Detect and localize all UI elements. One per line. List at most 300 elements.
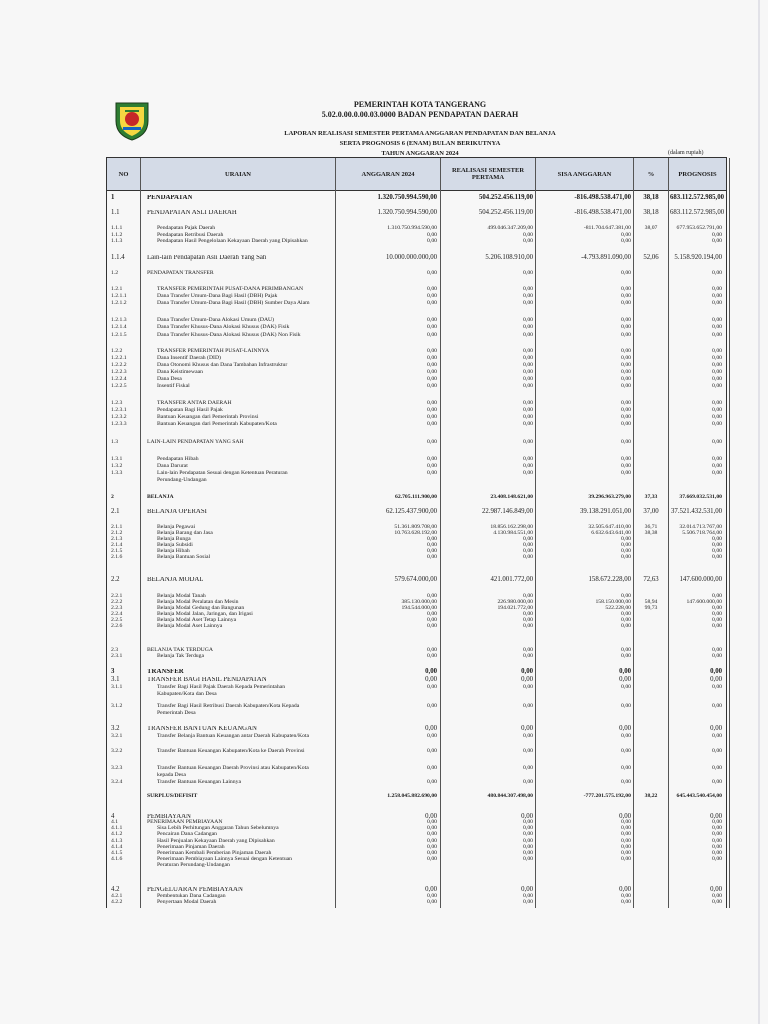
row-description: Dana Transfer Khusus-Dana Alokasi Khusus (DAK) Non Fisik: [157, 332, 301, 338]
row-description: LAIN-LAIN PENDAPATAN YANG SAH: [147, 439, 244, 445]
row-sisa: 0,00: [621, 317, 631, 323]
row-sisa: 39.138.291.051,00: [580, 508, 631, 515]
row-realisasi: 0,00: [523, 383, 533, 389]
header-persen: %: [647, 170, 655, 178]
row-description: BELANJA: [147, 494, 174, 500]
row-anggaran: 0,00: [427, 332, 437, 338]
row-realisasi: 0,00: [523, 414, 533, 420]
row-number: 2.2.2: [111, 599, 123, 605]
row-prognosis: 0,00: [712, 844, 722, 850]
row-sisa: -816.498.538.471,00: [574, 209, 631, 216]
row-realisasi: 0,00: [523, 856, 533, 862]
row-sisa: 0,00: [621, 617, 631, 623]
row-description: Penerimaan Pinjaman Daerah: [157, 844, 225, 850]
row-anggaran: 0,00: [427, 899, 437, 905]
row-number: 1.2.1.5: [111, 332, 127, 338]
row-sisa: 0,00: [621, 733, 631, 739]
row-realisasi: 0,00: [523, 324, 533, 330]
row-prognosis: 0,00: [710, 813, 722, 820]
row-description: Hasil Penjualan Kekayaan Daerah yang Dipisahkan: [157, 838, 275, 844]
row-description: Dana Transfer Umum-Dana Bagi Hasil (DBH) Sumber Daya Alam: [157, 300, 310, 306]
row-prognosis: 0,00: [712, 332, 722, 338]
row-description: Belanja Subsidi: [157, 542, 193, 548]
row-anggaran: 1.320.750.994.590,00: [377, 194, 437, 201]
row-anggaran: 0,00: [427, 470, 437, 476]
row-description: Belanja Modal Aset Lainnya: [157, 623, 223, 629]
row-anggaran: 0,00: [427, 456, 437, 462]
row-prognosis: 0,00: [712, 617, 722, 623]
row-realisasi: 0,00: [521, 725, 533, 732]
row-sisa: 0,00: [621, 369, 631, 375]
row-realisasi: 0,00: [523, 733, 533, 739]
row-anggaran: 0,00: [427, 838, 437, 844]
row-description: PENERIMAAN PEMBIAYAAN: [147, 819, 223, 825]
row-prognosis: 0,00: [712, 819, 722, 825]
row-anggaran: 0,00: [427, 270, 437, 276]
row-sisa: 0,00: [621, 653, 631, 659]
row-number: 2.2: [111, 576, 120, 583]
row-realisasi: 0,00: [523, 893, 533, 899]
row-description: PENDAPATAN: [147, 195, 193, 201]
row-anggaran: 0,00: [427, 856, 437, 862]
row-anggaran: 0,00: [427, 286, 437, 292]
row-description: Bantuan Keuangan dari Pemerintah Provinsi: [157, 414, 259, 420]
row-realisasi: 0,00: [523, 536, 533, 542]
row-description: Belanja Bunga: [157, 536, 191, 542]
row-sisa: 0,00: [621, 383, 631, 389]
row-prognosis: 32.014.713.767,00: [679, 524, 722, 530]
row-sisa: 6.632.643.641,00: [591, 530, 631, 536]
row-prognosis: 0,00: [712, 623, 722, 629]
report-title: LAPORAN REALISASI SEMESTER PERTAMA ANGGARAN PENDAPATAN DAN BELANJA: [284, 130, 556, 137]
row-anggaran: 10.000.000.000,00: [386, 254, 437, 261]
row-realisasi: 0,00: [523, 850, 533, 856]
row-description: BELANJA TAK TERDUGA: [147, 647, 214, 653]
row-anggaran: 0,00: [427, 647, 437, 653]
row-sisa: 39.296.963.279,00: [588, 494, 631, 500]
row-number: 2.1.5: [111, 548, 123, 554]
row-prognosis: 0,00: [712, 748, 722, 754]
row-realisasi: 0,00: [523, 617, 533, 623]
row-description: Penyertaan Modal Daerah: [157, 899, 217, 905]
row-anggaran: 0,00: [427, 623, 437, 629]
row-sisa: 0,00: [621, 407, 631, 413]
row-anggaran: 10.763.628.192,00: [394, 530, 437, 536]
report-subtitle: SERTA PROGNOSIS 6 (ENAM) BULAN BERIKUTNYA: [339, 140, 501, 147]
row-sisa: 0,00: [621, 899, 631, 905]
row-description: BELANJA OPERASI: [147, 509, 207, 515]
row-sisa: 0,00: [621, 421, 631, 427]
row-number: 1.3: [111, 439, 119, 445]
budget-table: [106, 157, 727, 908]
row-number: 1.1.4: [111, 254, 125, 261]
row-realisasi: 0,00: [523, 355, 533, 361]
row-number: 3.2.3: [111, 765, 123, 771]
row-prognosis: 0,00: [712, 270, 722, 276]
row-description: Kabupaten/Kota dan Desa: [157, 691, 217, 697]
row-prognosis: 5.158.920.194,00: [674, 254, 722, 261]
row-anggaran: 0,00: [427, 536, 437, 542]
row-prognosis: 0,00: [712, 605, 722, 611]
row-sisa: 158.150.000,00: [595, 599, 631, 605]
row-realisasi: 23.408.148.621,00: [490, 494, 533, 500]
row-sisa: 0,00: [621, 414, 631, 420]
row-number: 1: [111, 194, 115, 201]
row-persen: 99,73: [644, 605, 658, 611]
row-prognosis: 0,00: [712, 362, 722, 368]
row-sisa: 0,00: [621, 355, 631, 361]
row-realisasi: 0,00: [523, 238, 533, 244]
row-prognosis: 0,00: [712, 286, 722, 292]
row-persen: 72,63: [643, 576, 659, 583]
row-anggaran: 0,00: [427, 779, 437, 785]
row-realisasi: 0,00: [523, 765, 533, 771]
row-prognosis: 0,00: [712, 703, 722, 709]
currency-unit: (dalam rupiah): [668, 150, 704, 156]
row-number: 1.2.2.1: [111, 355, 127, 361]
row-anggaran: 0,00: [427, 617, 437, 623]
row-prognosis: 0,00: [712, 456, 722, 462]
row-prognosis: 0,00: [712, 300, 722, 306]
row-description: Dana Darurat: [157, 463, 188, 469]
row-persen: 38,07: [644, 225, 658, 231]
row-realisasi: 0,00: [523, 332, 533, 338]
row-prognosis: 0,00: [712, 548, 722, 554]
row-realisasi: 194.021.772,00: [497, 605, 533, 611]
row-realisasi: 0,00: [523, 470, 533, 476]
row-prognosis: 683.112.572.985,00: [670, 194, 724, 201]
row-number: 2.3.1: [111, 653, 123, 659]
row-description: Sisa Lebih Perhitungan Anggaran Tahun Sebelumnya: [157, 825, 279, 831]
row-realisasi: 0,00: [523, 838, 533, 844]
row-realisasi: 0,00: [523, 400, 533, 406]
row-prognosis: 0,00: [712, 850, 722, 856]
row-prognosis: 0,00: [712, 317, 722, 323]
row-realisasi: 0,00: [523, 623, 533, 629]
row-sisa: 0,00: [621, 439, 631, 445]
row-number: 1.2.2.5: [111, 383, 127, 389]
row-number: 4.1: [111, 819, 119, 825]
row-realisasi: 0,00: [523, 376, 533, 382]
row-prognosis: 0,00: [712, 825, 722, 831]
header-anggaran: ANGGARAN 2024: [361, 170, 415, 178]
row-number: 4.1.3: [111, 838, 123, 844]
row-number: 3.2.1: [111, 733, 123, 739]
row-sisa: 0,00: [621, 470, 631, 476]
row-sisa: 0,00: [621, 831, 631, 837]
row-prognosis: 0,00: [712, 355, 722, 361]
row-number: 1.2: [111, 270, 119, 276]
row-description: Dana Keistimewaan: [157, 369, 203, 375]
row-sisa: 0,00: [621, 611, 631, 617]
row-anggaran: 0,00: [427, 369, 437, 375]
row-realisasi: 226.980.000,00: [497, 599, 533, 605]
row-prognosis: 0,00: [712, 899, 722, 905]
row-description: Pencairan Dana Cadangan: [157, 831, 218, 837]
row-realisasi: 0,00: [523, 779, 533, 785]
row-description: kepada Desa: [157, 772, 186, 778]
row-sisa: 0,00: [621, 819, 631, 825]
row-realisasi: 0,00: [523, 831, 533, 837]
row-description: SURPLUS/DEFISIT: [147, 793, 198, 799]
row-sisa: 0,00: [621, 536, 631, 542]
row-anggaran: 0,00: [427, 400, 437, 406]
row-anggaran: 62.705.111.900,00: [394, 494, 437, 500]
row-prognosis: 0,00: [712, 856, 722, 862]
row-realisasi: 0,00: [523, 703, 533, 709]
row-realisasi: 0,00: [523, 899, 533, 905]
row-sisa: -4.793.891.090,00: [581, 254, 631, 261]
row-anggaran: 0,00: [425, 676, 437, 683]
row-sisa: 32.505.647.410,00: [588, 524, 631, 530]
row-sisa: 0,00: [621, 400, 631, 406]
row-sisa: 0,00: [621, 647, 631, 653]
row-number: 1.2.2.3: [111, 369, 127, 375]
row-description: Pemerintah Desa: [157, 710, 196, 716]
row-prognosis: 0,00: [712, 470, 722, 476]
row-number: 1.2.3.1: [111, 407, 127, 413]
row-anggaran: 0,00: [425, 725, 437, 732]
row-persen: 58,94: [644, 599, 658, 605]
row-realisasi: 0,00: [521, 668, 533, 675]
row-prognosis: 0,00: [712, 536, 722, 542]
row-anggaran: 0,00: [427, 238, 437, 244]
row-realisasi: 504.252.456.119,00: [478, 209, 533, 216]
row-persen: 38,22: [644, 793, 658, 799]
row-sisa: 0,00: [619, 668, 631, 675]
row-anggaran: 0,00: [427, 293, 437, 299]
row-anggaran: 1.320.750.994.590,00: [377, 209, 437, 216]
page-edge: [758, 0, 760, 1024]
row-number: 1.2.1: [111, 286, 123, 292]
row-number: 4.2: [111, 886, 120, 893]
row-prognosis: 0,00: [712, 684, 722, 690]
row-sisa: 0,00: [621, 844, 631, 850]
row-anggaran: 0,00: [427, 850, 437, 856]
row-realisasi: 499.046.347.209,00: [487, 225, 533, 231]
row-number: 1.2.3.2: [111, 414, 127, 420]
row-realisasi: 0,00: [523, 300, 533, 306]
row-description: Pendapatan Retribusi Daerah: [157, 232, 224, 238]
row-number: 1.1: [111, 209, 120, 216]
row-realisasi: 0,00: [523, 684, 533, 690]
row-prognosis: 0,00: [712, 400, 722, 406]
row-sisa: 0,00: [621, 332, 631, 338]
row-number: 2.2.4: [111, 611, 123, 617]
row-number: 2.1: [111, 508, 120, 515]
row-realisasi: 0,00: [523, 593, 533, 599]
row-description: Transfer Bantuan Keuangan Daerah Provinsi atau Kabupaten/Kota: [157, 765, 309, 771]
row-prognosis: 0,00: [712, 653, 722, 659]
row-number: 4.2.1: [111, 893, 123, 899]
row-sisa: 0,00: [619, 725, 631, 732]
row-realisasi: 0,00: [523, 825, 533, 831]
row-anggaran: 0,00: [427, 819, 437, 825]
row-number: 2.2.3: [111, 605, 123, 611]
row-prognosis: 0,00: [712, 893, 722, 899]
row-realisasi: 0,00: [523, 348, 533, 354]
row-anggaran: 0,00: [427, 414, 437, 420]
row-sisa: 0,00: [621, 270, 631, 276]
row-sisa: 0,00: [621, 456, 631, 462]
row-number: 1.3.1: [111, 456, 123, 462]
row-prognosis: 147.600.000,00: [679, 576, 722, 583]
row-realisasi: 0,00: [523, 542, 533, 548]
row-realisasi: 0,00: [523, 548, 533, 554]
row-description: PEMBIAYAAN: [147, 814, 191, 820]
row-number: 3.1: [111, 676, 120, 683]
row-description: Belanja Modal Aset Tetap Lainnya: [157, 617, 237, 623]
row-realisasi: 0,00: [523, 554, 533, 560]
agency-name: 5.02.0.00.0.00.03.0000 BADAN PENDAPATAN DAERAH: [321, 110, 519, 119]
row-anggaran: 194.544.000,00: [401, 605, 437, 611]
row-realisasi: 0,00: [523, 611, 533, 617]
row-sisa: 0,00: [621, 779, 631, 785]
row-anggaran: 0,00: [425, 886, 437, 893]
row-number: 1.2.1.2: [111, 300, 127, 306]
row-prognosis: 147.600.000,00: [686, 599, 722, 605]
row-anggaran: 0,00: [427, 684, 437, 690]
row-description: PENDAPATAN ASLI DAERAH: [147, 210, 237, 216]
row-description: Peraturan Perundang-Undangan: [157, 862, 230, 868]
row-sisa: 0,00: [621, 593, 631, 599]
row-number: 1.2.1.1: [111, 293, 127, 299]
row-number: 4.1.4: [111, 844, 123, 850]
row-description: Belanja Barang dan Jasa: [157, 530, 213, 536]
row-number: 2.1.6: [111, 554, 123, 560]
row-anggaran: 0,00: [427, 733, 437, 739]
row-anggaran: 0,00: [427, 407, 437, 413]
row-prognosis: 0,00: [712, 238, 722, 244]
row-description: PENDAPATAN TRANSFER: [147, 270, 214, 276]
row-realisasi: 0,00: [523, 456, 533, 462]
row-sisa: 0,00: [621, 232, 631, 238]
row-description: Insentif Fiskal: [157, 383, 190, 389]
row-sisa: 0,00: [621, 684, 631, 690]
row-number: 2.1.4: [111, 542, 123, 548]
row-anggaran: 0,00: [427, 348, 437, 354]
row-number: 1.2.1.4: [111, 324, 127, 330]
row-anggaran: 0,00: [427, 355, 437, 361]
row-description: TRANSFER PEMERINTAH PUSAT-LAINNYA: [157, 348, 270, 354]
row-number: 2.1.2: [111, 530, 123, 536]
row-prognosis: 0,00: [712, 554, 722, 560]
row-description: Pembentukan Dana Cadangan: [157, 893, 226, 899]
row-realisasi: 4.130.984.551,00: [493, 530, 533, 536]
row-sisa: 0,00: [621, 362, 631, 368]
row-sisa: 0,00: [621, 238, 631, 244]
row-number: 1.1.3: [111, 238, 123, 244]
row-anggaran: 0,00: [425, 813, 437, 820]
row-prognosis: 0,00: [712, 611, 722, 617]
row-description: TRANSFER PEMERINTAH PUSAT-DANA PERIMBANGAN: [157, 286, 304, 292]
row-anggaran: 51.361.809.708,00: [394, 524, 437, 530]
city-emblem-icon: [113, 99, 151, 141]
row-anggaran: 0,00: [427, 548, 437, 554]
row-prognosis: 645.443.540.454,00: [676, 793, 722, 799]
row-anggaran: 0,00: [427, 439, 437, 445]
row-realisasi: 504.252.456.119,00: [479, 194, 533, 201]
row-description: Dana Transfer Umum-Dana Alokasi Umum (DAU): [157, 317, 275, 323]
row-anggaran: 0,00: [427, 232, 437, 238]
row-sisa: -816.498.538.471,00: [574, 194, 631, 201]
row-prognosis: 0,00: [712, 765, 722, 771]
row-number: 4.1.5: [111, 850, 123, 856]
row-number: 3.2: [111, 725, 120, 732]
row-anggaran: 0,00: [427, 317, 437, 323]
row-description: TRANSFER ANTAR DAERAH: [157, 400, 232, 406]
row-realisasi: 0,00: [523, 317, 533, 323]
fiscal-year: TAHUN ANGGARAN 2024: [381, 150, 459, 157]
row-anggaran: 0,00: [427, 542, 437, 548]
row-description: Pendapatan Hibah: [157, 456, 199, 462]
row-anggaran: 0,00: [427, 653, 437, 659]
row-realisasi: 5.206.108.910,00: [485, 254, 533, 261]
row-prognosis: 0,00: [712, 647, 722, 653]
row-sisa: 0,00: [621, 825, 631, 831]
row-sisa: 0,00: [619, 813, 631, 820]
row-number: 1.1.2: [111, 232, 123, 238]
row-description: Penerimaan Pembiayaan Lainnya Sesuai dengan Ketentuan: [157, 856, 293, 862]
row-realisasi: 0,00: [523, 286, 533, 292]
row-realisasi: 0,00: [523, 362, 533, 368]
row-description: Perundang-Undangan: [157, 477, 207, 483]
row-realisasi: 0,00: [523, 463, 533, 469]
row-prognosis: 5.506.718.764,00: [682, 530, 722, 536]
row-description: Transfer Bantuan Keuangan Kabupaten/Kota ke Daerah Provinsi: [157, 748, 305, 754]
row-description: Dana Otonomi Khusus dan Dana Tambahan Infrastruktur: [157, 362, 288, 368]
row-sisa: 0,00: [621, 765, 631, 771]
row-number: 2.3: [111, 647, 119, 653]
row-sisa: 0,00: [621, 376, 631, 382]
row-anggaran: 0,00: [427, 362, 437, 368]
government-name: PEMERINTAH KOTA TANGERANG: [353, 100, 487, 109]
row-prognosis: 0,00: [712, 733, 722, 739]
row-description: Belanja Hibah: [157, 548, 190, 554]
row-realisasi: 0,00: [523, 369, 533, 375]
row-description: Pendapatan Pajak Daerah: [157, 225, 216, 231]
row-persen: 36,71: [644, 524, 658, 530]
row-number: 3.1.1: [111, 684, 123, 690]
row-realisasi: 0,00: [523, 439, 533, 445]
row-sisa: 522.228,00: [605, 605, 631, 611]
row-anggaran: 385.130.000,00: [401, 599, 437, 605]
row-anggaran: 0,00: [427, 831, 437, 837]
row-sisa: 0,00: [621, 542, 631, 548]
row-prognosis: 0,00: [712, 369, 722, 375]
row-realisasi: 0,00: [523, 748, 533, 754]
row-realisasi: 22.987.146.849,00: [482, 508, 533, 515]
row-realisasi: 0,00: [523, 844, 533, 850]
header-sisa: SISA ANGGARAN: [557, 170, 612, 178]
row-prognosis: 0,00: [712, 838, 722, 844]
row-sisa: 0,00: [619, 676, 631, 683]
row-prognosis: 0,00: [712, 348, 722, 354]
row-sisa: 0,00: [621, 838, 631, 844]
row-persen: 52,06: [643, 254, 659, 261]
row-sisa: 0,00: [621, 893, 631, 899]
row-description: Transfer Bantuan Keuangan Lainnya: [157, 779, 241, 785]
row-prognosis: 37.521.432.531,00: [671, 508, 722, 515]
row-anggaran: 0,00: [427, 611, 437, 617]
row-description: Dana Insentif Daerah (DID): [157, 355, 221, 361]
row-persen: 38,38: [644, 530, 658, 536]
row-anggaran: 1.310.750.994.590,00: [387, 225, 437, 231]
row-prognosis: 0,00: [710, 886, 722, 893]
row-anggaran: 1.258.045.882.690,00: [387, 793, 437, 799]
row-number: 4.2.2: [111, 899, 123, 905]
row-sisa: 0,00: [621, 703, 631, 709]
